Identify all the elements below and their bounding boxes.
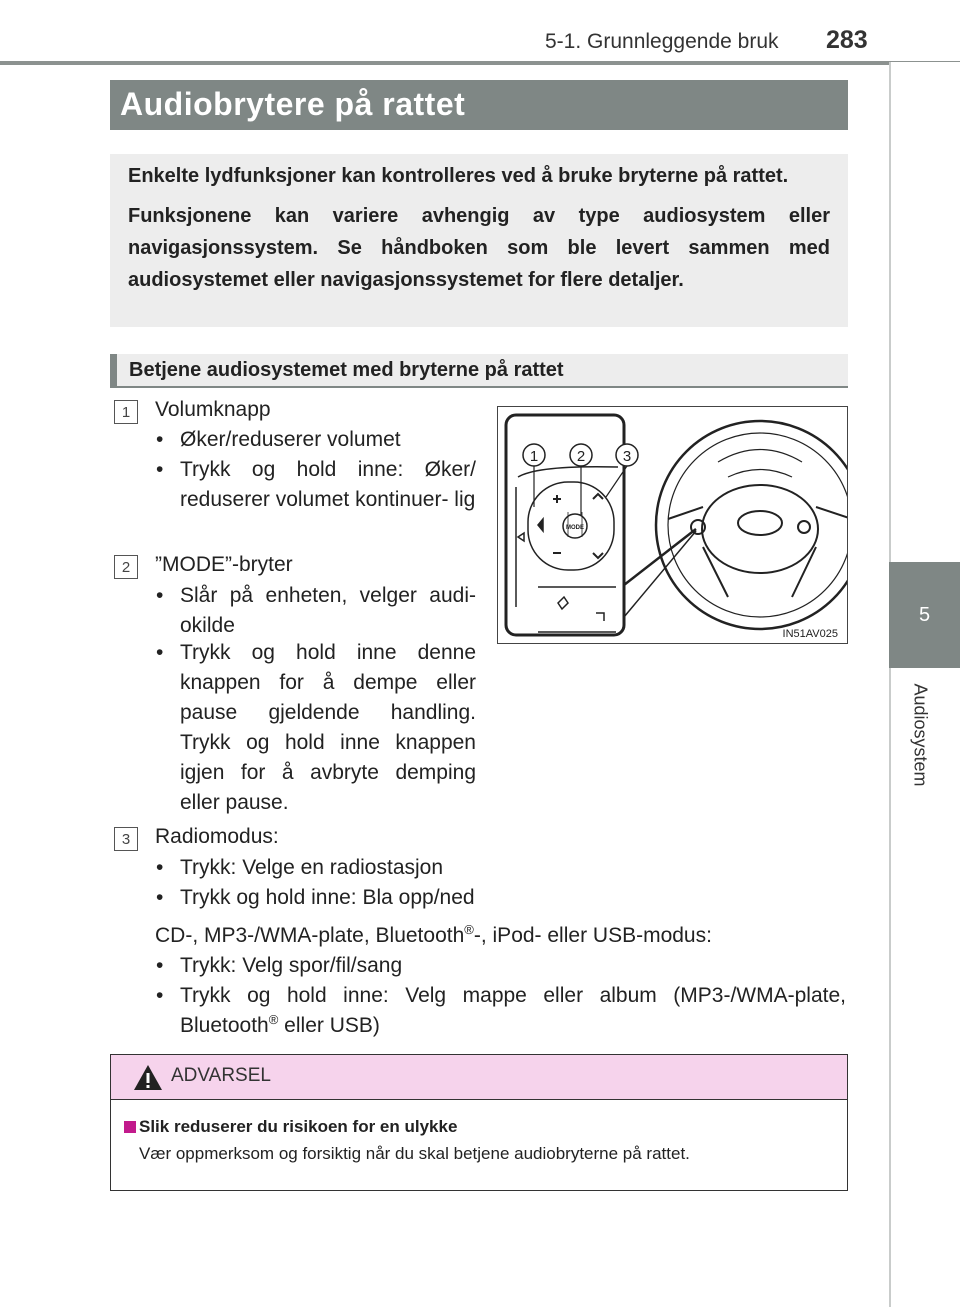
intro-box [110,154,848,327]
warning-body: Vær oppmerksom og forsiktig når du skal betjene audiobryterne på rattet. [139,1144,690,1163]
list-item [156,853,656,883]
subheading-rule [110,386,848,388]
chapter-label-text: Audiosystem [910,683,931,787]
bullet-dot: • [156,428,164,451]
steering-switch-figure [497,406,848,644]
bullet-dot: • [156,458,164,481]
list-item [156,455,476,545]
steering-wheel-illustration [498,407,847,643]
chapter-tab: 5 [889,562,960,668]
bullet-text: Øker/reduserer volumet [180,428,401,451]
page-title-bar [110,80,848,130]
bullet-dot: • [156,641,164,664]
bullet-text: Trykk og hold inne denne knappen for å dempe eller pause gjeldende handling. Trykk og hold inne knappen igjen for å avbryte demping eller pause. [180,641,476,814]
bullet-text: Trykk og hold inne: Øker/ reduserer volumet kontinuer- lig [180,458,476,511]
page-title: Audiobrytere på rattet [120,86,466,122]
warning-heading: Slik reduserer du risikoen for en ulykke [139,1117,458,1136]
item-number-3: 3 [114,827,138,851]
item-title-1: Volumknapp [155,398,271,421]
item-number-1: 1 [114,400,138,424]
bullet-dot: • [156,954,164,977]
bullet-dot: • [156,584,164,607]
subheading-bar [110,354,848,388]
list-item [156,951,846,981]
intro-paragraph-2: Funksjonene kan variere avhengig av type audiosystem eller navigasjonssystem. Se håndboken som ble levert sammen med audiosystemet eller navigasjonssystemet for flere detaljer. [128,205,830,291]
warning-box [110,1054,848,1191]
bullet-dot: • [156,984,164,1007]
page-number: 283 [826,26,868,54]
bullet-text: Trykk og hold inne: Bla opp/ned [180,886,475,909]
list-item [156,425,476,455]
list-item [156,981,846,1041]
bullet-text: Trykk og hold inne: Velg mappe eller album (MP3-/WMA-plate, Bluetooth® eller USB) [180,984,846,1037]
section-header: 5-1. Grunnleggende bruk [545,30,779,53]
item-title-3: Radiomodus: [155,825,279,848]
list-item [156,581,476,641]
list-item [156,883,656,913]
bullet-text: Trykk: Velge en radiostasjon [180,856,444,879]
item-title-2: ”MODE”-bryter [155,553,293,576]
warning-header [111,1055,847,1100]
figure-code: IN51AV025 [782,628,838,640]
steering-hub [702,485,818,573]
intro-paragraph-1: Enkelte lydfunksjoner kan kontrolleres ved å bruke bryterne på rattet. [128,165,789,187]
bullet-text: Slår på enheten, velger audi- okilde [180,584,476,637]
magnified-inset [506,415,624,635]
warning-bullet-square [124,1121,136,1133]
mode-label: MODE [566,525,584,531]
callout-1-label: 1 [529,448,539,465]
callout-3-label: 3 [622,448,632,465]
bullet-dot: • [156,886,164,909]
list-item [156,638,476,818]
bullet-text: Trykk: Velg spor/fil/sang [180,954,403,977]
emblem [738,511,782,535]
warning-label: ADVARSEL [171,1065,271,1086]
cd-mode-heading: CD-, MP3-/WMA-plate, Bluetooth®-, iPod- eller USB-modus: [155,922,712,947]
warning-triangle-icon [133,1064,163,1091]
callout-2-label: 2 [576,448,586,465]
header-divider [0,61,960,65]
subheading: Betjene audiosystemet med bryterne på rattet [129,359,564,381]
item-number-2: 2 [114,555,138,579]
bullet-dot: • [156,856,164,879]
chapter-label [908,670,932,800]
